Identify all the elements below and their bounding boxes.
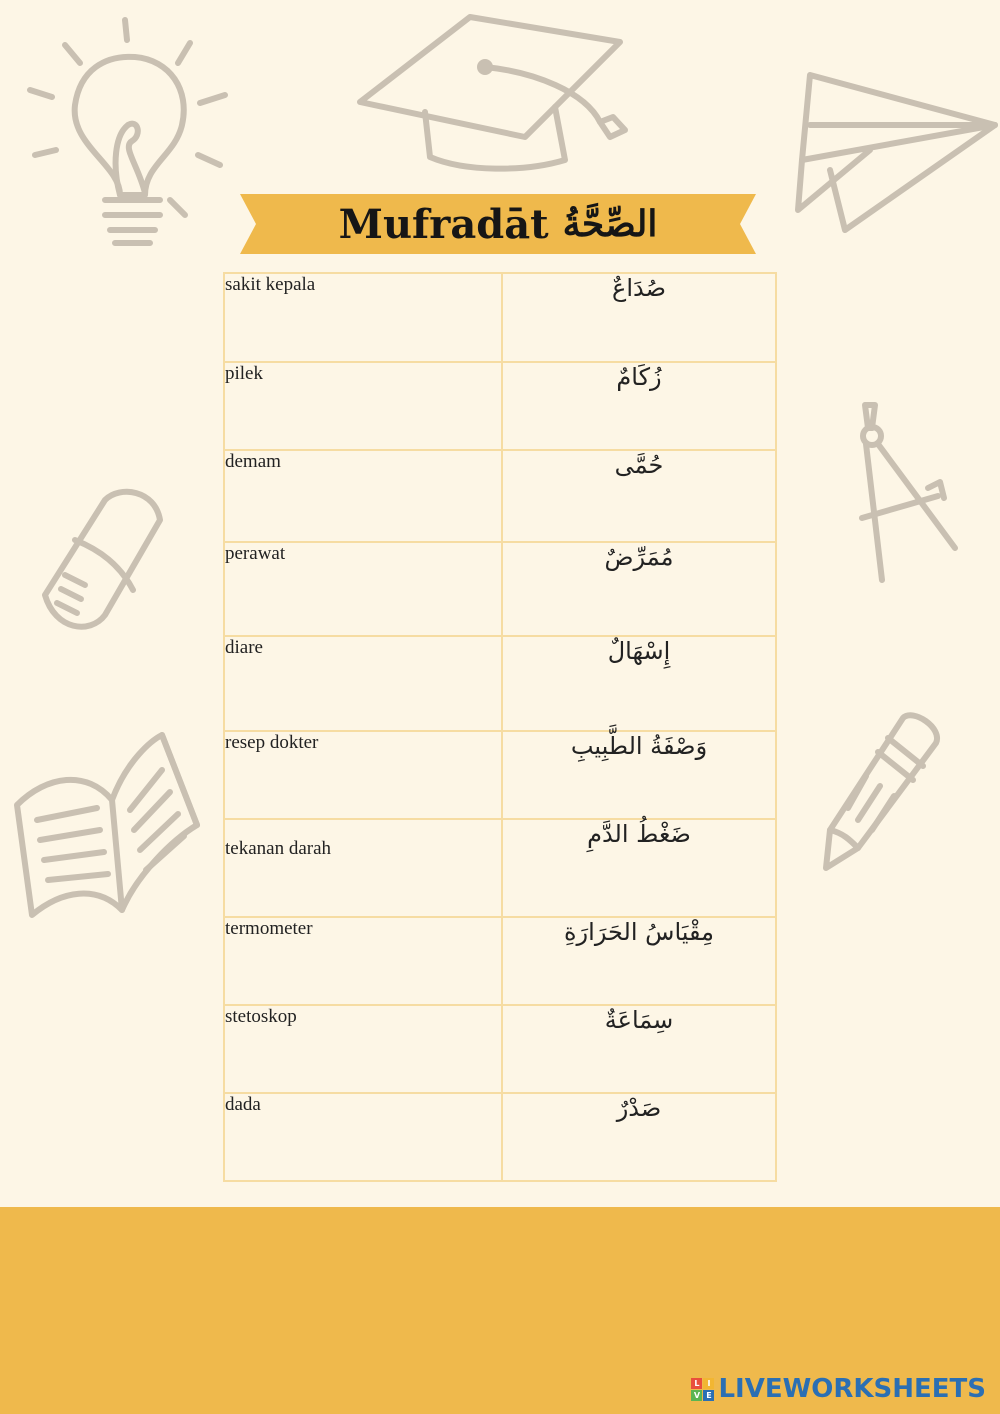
arabic-term: صُدَاعٌ bbox=[502, 273, 776, 362]
footer-band bbox=[0, 1207, 1000, 1414]
arabic-term: مِقْيَاسُ الحَرَارَةِ bbox=[502, 917, 776, 1005]
open-book-icon bbox=[12, 730, 207, 930]
light-bulb-icon bbox=[20, 15, 240, 255]
page-title bbox=[240, 194, 756, 254]
arabic-term: سِمَاعَةٌ bbox=[502, 1005, 776, 1093]
table-row bbox=[224, 636, 776, 731]
arabic-term: صَدْرٌ bbox=[502, 1093, 776, 1181]
arabic-term: مُمَرِّضٌ bbox=[502, 542, 776, 636]
arabic-term: زُكَامٌ bbox=[502, 362, 776, 450]
indonesian-term: pilek bbox=[224, 362, 502, 450]
arabic-term: وَصْفَةُ الطَّبِيبِ bbox=[502, 731, 776, 819]
table-row bbox=[224, 542, 776, 636]
table-row bbox=[224, 731, 776, 819]
table-row bbox=[224, 450, 776, 542]
arabic-term: حُمَّى bbox=[502, 450, 776, 542]
eraser-icon bbox=[35, 485, 170, 635]
arabic-term: إِسْهَالٌ bbox=[502, 636, 776, 731]
table-row bbox=[224, 1093, 776, 1181]
indonesian-term: perawat bbox=[224, 542, 502, 636]
graduation-cap-icon bbox=[355, 12, 650, 172]
indonesian-term: resep dokter bbox=[224, 731, 502, 819]
compass-icon bbox=[850, 400, 970, 590]
paper-plane-icon bbox=[790, 70, 1000, 250]
indonesian-term: termometer bbox=[224, 917, 502, 1005]
vocabulary-table bbox=[223, 272, 777, 1182]
title-banner bbox=[240, 194, 756, 254]
page-title-arabic: الصِّحَّةُ bbox=[562, 203, 658, 245]
liveworksheets-logo bbox=[691, 1374, 986, 1404]
brand-name: LIVEWORKSHEETS bbox=[718, 1374, 986, 1404]
liveworksheets-logo-icon: L I V E bbox=[691, 1378, 714, 1401]
table-row bbox=[224, 273, 776, 362]
page-title-latin: Mufradāt bbox=[338, 200, 549, 248]
indonesian-term: stetoskop bbox=[224, 1005, 502, 1093]
table-row bbox=[224, 1005, 776, 1093]
indonesian-term: tekanan darah bbox=[224, 819, 502, 917]
pencil-icon bbox=[818, 708, 953, 878]
indonesian-term: dada bbox=[224, 1093, 502, 1181]
arabic-term: ضَغْطُ الدَّمِ bbox=[502, 819, 776, 917]
indonesian-term: sakit kepala bbox=[224, 273, 502, 362]
indonesian-term: demam bbox=[224, 450, 502, 542]
table-row bbox=[224, 819, 776, 917]
table-row bbox=[224, 362, 776, 450]
indonesian-term: diare bbox=[224, 636, 502, 731]
table-row bbox=[224, 917, 776, 1005]
